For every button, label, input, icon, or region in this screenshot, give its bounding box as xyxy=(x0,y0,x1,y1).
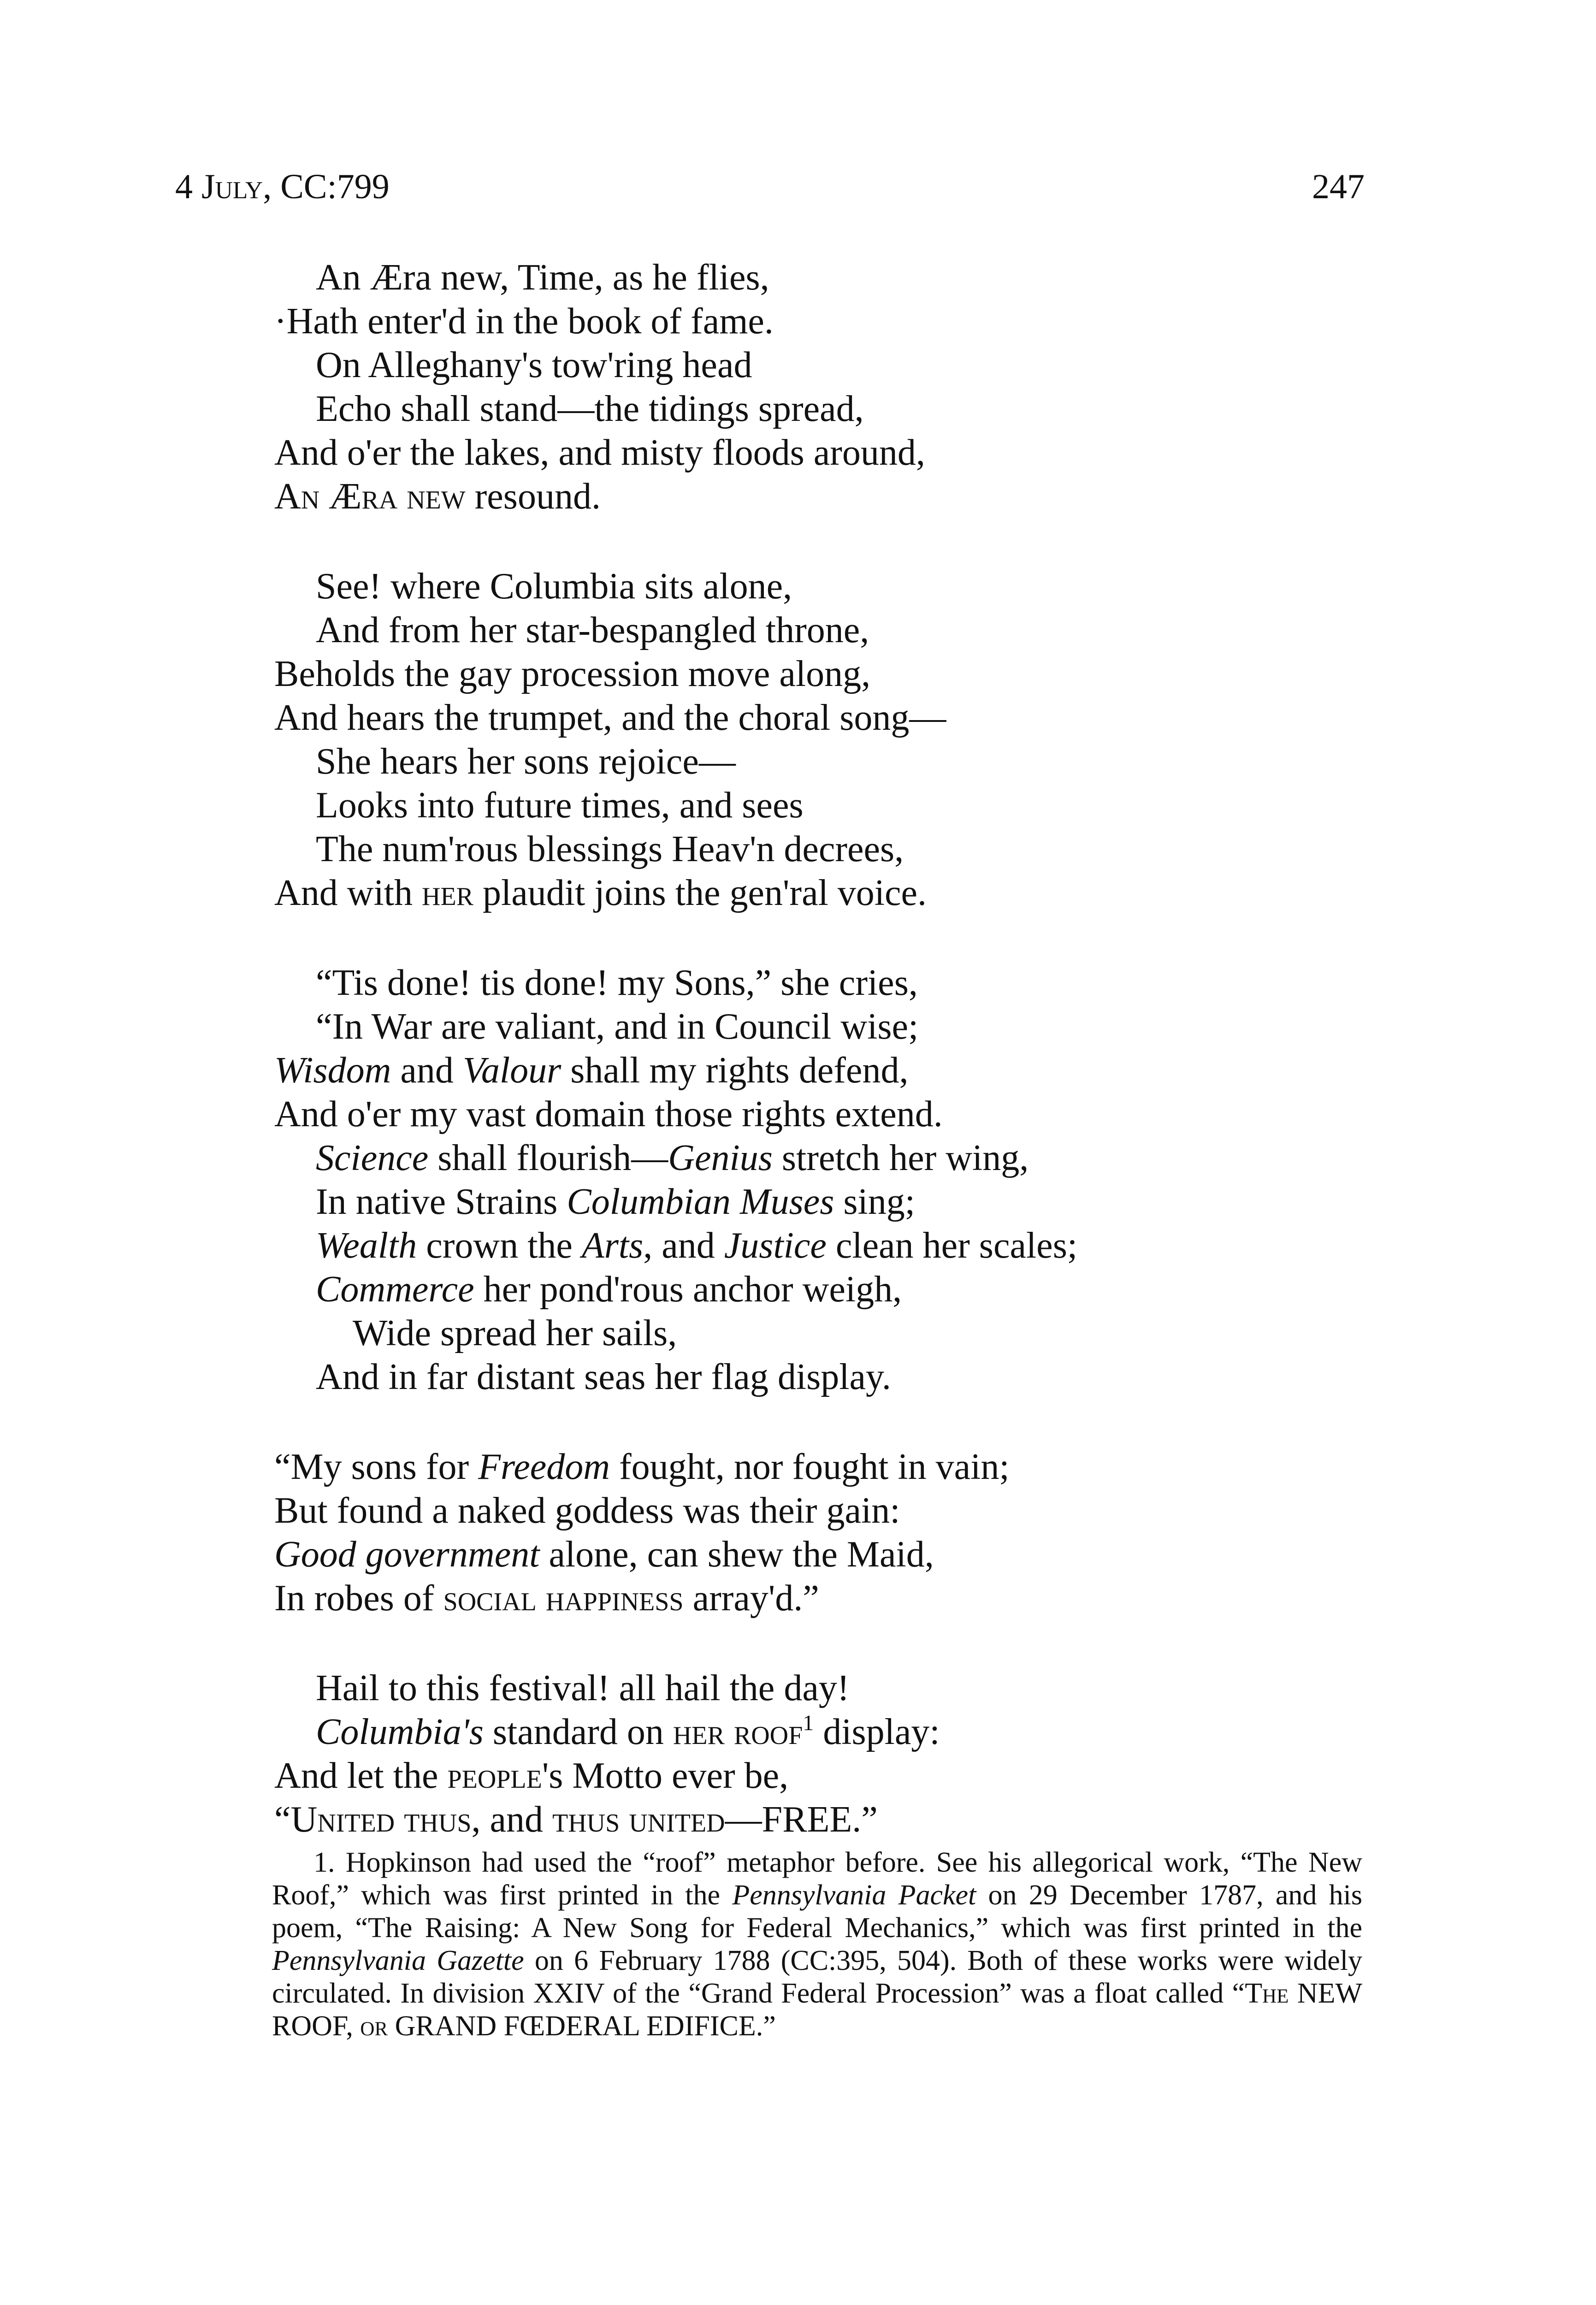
poem-line xyxy=(316,827,904,871)
poem-line xyxy=(274,1533,934,1577)
line-text-italic: Columbia's xyxy=(316,1712,484,1752)
line-text: “In War are valiant, and in Council wise; xyxy=(316,1006,919,1047)
line-text: In robes of xyxy=(274,1578,443,1619)
poem-line xyxy=(316,256,769,300)
line-text: And in far distant seas her flag display. xyxy=(316,1357,891,1397)
line-text-italic: Valour xyxy=(462,1050,562,1091)
line-text: —FREE.” xyxy=(725,1799,878,1840)
line-text: “ xyxy=(274,1799,291,1840)
poem-line xyxy=(274,696,946,740)
line-text-italic: Wealth xyxy=(316,1225,417,1266)
footnote xyxy=(272,1846,1362,2043)
footnote-italic: Pennsylvania Packet xyxy=(732,1879,976,1911)
line-text: crown the xyxy=(417,1225,582,1266)
line-text: sing; xyxy=(834,1182,915,1222)
poem-line xyxy=(274,1093,943,1136)
poem-line xyxy=(316,740,736,784)
line-text-italic: Genius xyxy=(668,1138,773,1178)
poem-line xyxy=(316,1710,940,1754)
line-text: And let the xyxy=(274,1755,448,1796)
line-text-italic: Science xyxy=(316,1138,429,1178)
line-text-italic: Commerce xyxy=(316,1269,474,1310)
line-text: array'd.” xyxy=(683,1578,819,1619)
footnote-marker: 1 xyxy=(803,1711,814,1735)
poem-line xyxy=(274,1754,788,1798)
line-text: , and xyxy=(471,1799,552,1840)
footnote-text: .” xyxy=(756,2010,776,2042)
line-text: Looks into future times, and sees xyxy=(316,785,804,826)
line-text: shall flourish— xyxy=(428,1138,668,1178)
poem-line xyxy=(274,1049,908,1093)
line-text-italic: Justice xyxy=(724,1225,827,1266)
line-text: stretch her wing, xyxy=(772,1138,1029,1178)
line-text-italic: Freedom xyxy=(478,1447,610,1487)
poem-line xyxy=(274,1489,900,1533)
footnote-text: on 6 February 1788 (CC:395, 504). Both of these works were widely circulated. In division XXIV of the “Grand Federal Procession” was a float called “ xyxy=(272,1945,1363,2009)
line-text: clean her scales; xyxy=(826,1225,1078,1266)
line-text: And from her star-bespangled throne, xyxy=(316,610,869,650)
poem-line xyxy=(274,652,870,696)
header-doc-ref: , CC:799 xyxy=(263,167,390,206)
line-text: Hail to this festival! all hail the day! xyxy=(316,1668,850,1708)
line-text: Echo shall stand—the tidings spread, xyxy=(316,389,864,429)
poem-line xyxy=(316,1136,1029,1180)
line-text: resound. xyxy=(465,476,601,517)
poem-line xyxy=(274,871,927,915)
poem-line xyxy=(316,1667,849,1710)
line-text: “Tis done! tis done! my Sons,” she cries, xyxy=(316,963,918,1003)
line-text: On Alleghany's tow'ring head xyxy=(316,345,752,385)
line-text: “My sons for xyxy=(274,1447,479,1487)
poem-line xyxy=(274,1798,878,1842)
line-text: But found a naked goddess was their gain: xyxy=(274,1490,900,1531)
line-text-italic: Arts xyxy=(581,1225,644,1266)
line-text: And o'er the lakes, and misty floods around, xyxy=(274,432,925,473)
poem-line xyxy=(316,609,869,652)
line-text-smallcaps: social happiness xyxy=(443,1578,684,1619)
footnote-smallcaps: The NEW ROOF, or GRAND FŒDERAL EDIFICE xyxy=(272,1978,1363,2042)
poem-line xyxy=(316,565,792,609)
poem-line xyxy=(316,1355,891,1399)
line-text-italic: Good government xyxy=(274,1534,540,1575)
poem-line xyxy=(316,784,804,827)
poem-line xyxy=(274,1577,819,1620)
line-text: She hears her sons rejoice— xyxy=(316,741,736,782)
poem-line xyxy=(316,1268,902,1312)
line-text: ·Hath enter'd in the book of fame. xyxy=(274,301,774,342)
footnote-text: on 29 December 1787, and his poem, “The Raising: A New Song for Federal Mechanics,” which was first printed in the xyxy=(272,1879,1362,1944)
line-text: 's Motto ever be, xyxy=(542,1755,789,1796)
line-text: and xyxy=(391,1050,463,1091)
poem-line xyxy=(316,387,864,431)
line-text-smallcaps: her roof xyxy=(673,1712,803,1752)
line-text: Wide spread her sails, xyxy=(353,1313,677,1353)
line-text: The num'rous blessings Heav'n decrees, xyxy=(316,829,904,869)
running-header xyxy=(175,161,1365,212)
line-text: An Æra new, Time, as he flies, xyxy=(316,257,769,298)
poem-line xyxy=(316,1180,915,1224)
line-text-italic: Wisdom xyxy=(274,1050,391,1091)
line-text-smallcaps: her xyxy=(422,873,473,913)
line-text: her pond'rous anchor weigh, xyxy=(474,1269,902,1310)
line-text: alone, can shew the Maid, xyxy=(539,1534,934,1575)
line-text-smallcaps: thus united xyxy=(552,1799,725,1840)
header-day: 4 xyxy=(175,167,193,206)
header-month: July xyxy=(201,167,263,206)
poem-line xyxy=(316,343,752,387)
line-text: And hears the trumpet, and the choral song— xyxy=(274,697,946,738)
poem-line xyxy=(316,961,918,1005)
line-text: In native Strains xyxy=(316,1182,567,1222)
line-text-smallcaps: people xyxy=(447,1755,542,1796)
line-text: Beholds the gay procession move along, xyxy=(274,654,871,694)
poem-line xyxy=(353,1312,677,1355)
line-text: , and xyxy=(643,1225,724,1266)
line-text: standard on xyxy=(483,1712,673,1752)
line-text: fought, nor fought in vain; xyxy=(610,1447,1010,1487)
poem-line xyxy=(316,1224,1077,1268)
header-date-ref xyxy=(175,161,390,212)
line-text: And o'er my vast domain those rights extend. xyxy=(274,1094,943,1135)
poem-line xyxy=(274,1445,1010,1489)
line-text-italic: Columbian Muses xyxy=(567,1182,834,1222)
line-text: plaudit joins the gen'ral voice. xyxy=(473,873,927,913)
line-text-smallcaps: United thus xyxy=(290,1799,472,1840)
line-text: See! where Columbia sits alone, xyxy=(316,566,792,607)
poem-line xyxy=(274,300,774,343)
footnote-italic: Pennsylvania Gazette xyxy=(272,1945,524,1976)
page-number: 247 xyxy=(1312,167,1365,206)
line-text: And with xyxy=(274,873,422,913)
footnote-text: 1. Hopkinson had used the “roof” metaphor before. See his allegorical work, “The New Roof,” which was first printed in the xyxy=(272,1847,1362,1911)
line-text: shall my rights defend, xyxy=(561,1050,909,1091)
poem-line xyxy=(274,431,925,475)
line-text: display: xyxy=(814,1712,940,1752)
poem-line xyxy=(274,475,601,519)
poem-line xyxy=(316,1005,918,1049)
line-text-smallcaps: An Æra new xyxy=(274,476,466,517)
